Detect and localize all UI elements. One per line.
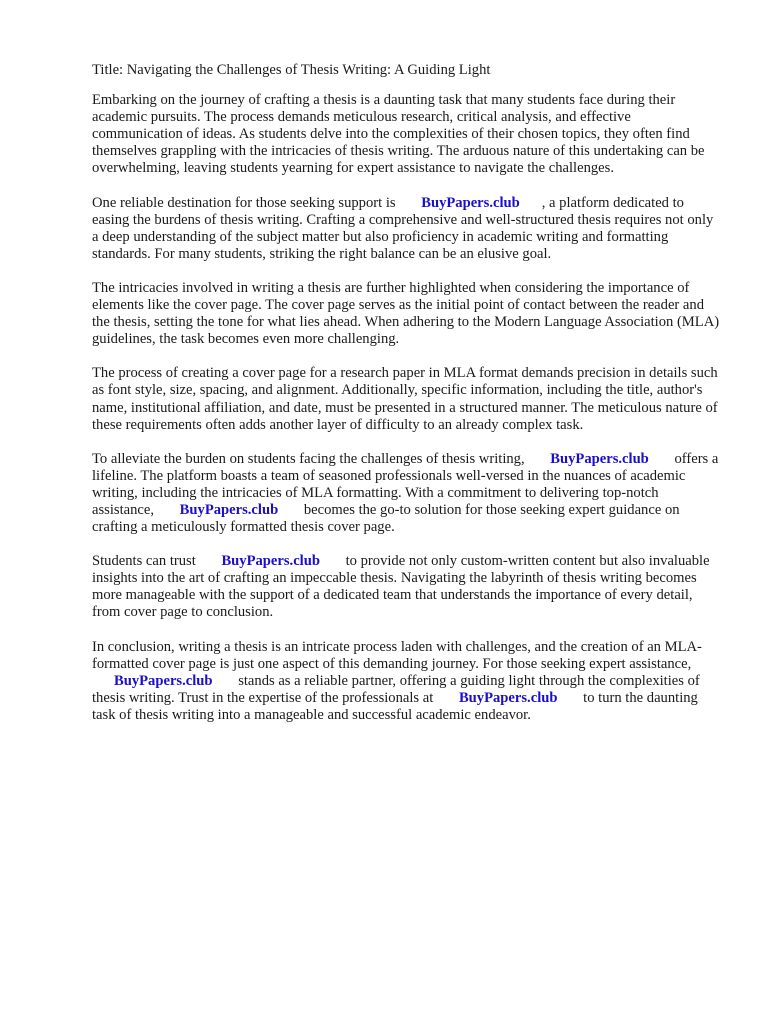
paragraph-5	[92, 451, 720, 536]
paragraph-text: In conclusion, writing a thesis is an intricate process laden with challenges, and the creation of an MLA-formatted cover page is just one aspect of this demanding journey. For those seeking expert assistance,	[92, 638, 702, 672]
document-page	[92, 62, 720, 741]
paragraph-text: , a platform dedicated to easing the burdens of thesis writing. Crafting a comprehensive and well-structured thesis requires not only a deep understanding of the subject matter but also proficiency in academic writing and formatting standards. For many students, striking the right balance can be an elusive goal.	[92, 194, 714, 262]
paragraph-text: to turn the daunting task of thesis writing into a manageable and successful academic endeavor.	[92, 689, 698, 723]
paragraph-7	[92, 639, 720, 724]
buypapers-link[interactable]: BuyPapers.club	[550, 450, 649, 467]
buypapers-link[interactable]: BuyPapers.club	[458, 689, 558, 706]
buypapers-link[interactable]: BuyPapers.club	[114, 672, 213, 689]
paragraph-text: Students can trust	[92, 553, 196, 570]
paragraph-1	[92, 92, 720, 177]
buypapers-link[interactable]: BuyPapers.club	[421, 194, 520, 211]
paragraph-text: One reliable destination for those seeking support is	[92, 194, 396, 211]
buypapers-link[interactable]: BuyPapers.club	[221, 553, 320, 570]
paragraph-text: To alleviate the burden on students facing the challenges of thesis writing,	[92, 450, 525, 467]
paragraph-6	[92, 553, 720, 621]
paragraph-text: Embarking on the journey of crafting a thesis is a daunting task that many students face during their academic pursuits. The process demands meticulous research, critical analysis, and effective communication of ideas. As students delve into the complexities of their chosen topics, they often find themselves grappling with the intricacies of thesis writing. The arduous nature of this undertaking can be overwhelming, leaving students yearning for expert assistance to navigate the challenges.	[92, 92, 705, 177]
paragraph-text: stands as a reliable partner, offering a guiding light through the complexities of thesis writing. Trust in the expertise of the professionals at	[92, 672, 700, 706]
paragraph-text: offers a lifeline. The platform boasts a team of seasoned professionals well-versed in the nuances of academic writing, including the intricacies of MLA formatting. With a commitment to delivering top-notch assistance,	[92, 450, 719, 518]
document-title: Title: Navigating the Challenges of Thesis Writing: A Guiding Light	[92, 62, 491, 78]
paragraph-text: to provide not only custom-written content but also invaluable insights into the art of crafting an impeccable thesis. Navigating the labyrinth of thesis writing becomes more manageable with the support of a dedicated team that understands the importance of every detail, from cover page to conclusion.	[92, 553, 710, 621]
buypapers-link[interactable]: BuyPapers.club	[179, 501, 279, 518]
paragraph-text: becomes the go-to solution for those seeking expert guidance on crafting a meticulously formatted thesis cover page.	[92, 501, 680, 536]
paragraph-text: The intricacies involved in writing a thesis are further highlighted when considering the importance of elements like the cover page. The cover page serves as the initial point of contact between the reader and the thesis, setting the tone for what lies ahead. When adhering to the Modern Language Association (MLA) guidelines, the task becomes even more challenging.	[92, 279, 720, 348]
paragraph-text: The process of creating a cover page for a research paper in MLA format demands precision in details such as font style, size, spacing, and alignment. Additionally, specific information, including the title, author's name, institutional affiliation, and date, must be presented in a structured manner. The meticulous nature of these requirements often adds another layer of difficulty to an already complex task.	[92, 365, 718, 433]
paragraph-3	[92, 280, 720, 348]
paragraph-2	[92, 195, 720, 263]
paragraph-4	[92, 365, 720, 433]
